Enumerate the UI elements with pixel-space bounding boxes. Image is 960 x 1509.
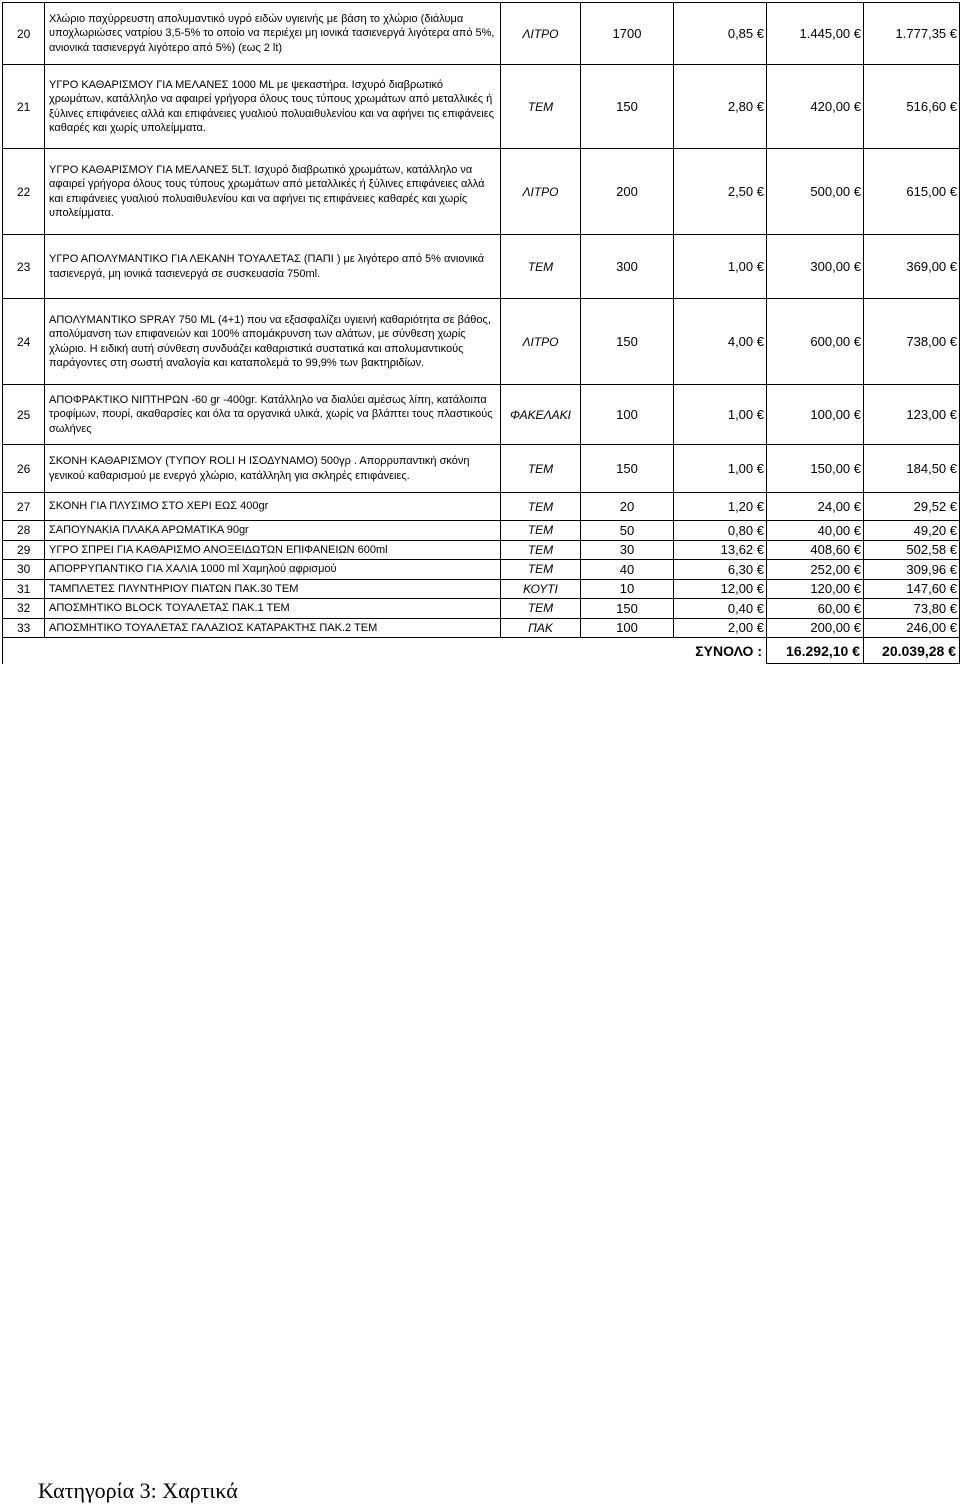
item-number: 31 <box>3 579 45 599</box>
item-number: 23 <box>3 235 45 299</box>
table-row <box>3 445 960 493</box>
item-unit: ΤΕΜ <box>501 445 581 493</box>
item-unit-price: 0,85 € <box>674 3 767 65</box>
item-unit-price: 1,00 € <box>674 235 767 299</box>
item-unit-price: 0,80 € <box>674 521 767 541</box>
item-total-with-vat: 309,96 € <box>864 560 960 580</box>
item-unit: ΛΙΤΡΟ <box>501 299 581 385</box>
item-number: 26 <box>3 445 45 493</box>
item-description: ΤΑΜΠΛΕΤΕΣ ΠΛΥΝΤΗΡΙΟΥ ΠΙΑΤΩΝ ΠΑΚ.30 ΤΕΜ <box>45 579 501 599</box>
item-number: 20 <box>3 3 45 65</box>
item-number: 28 <box>3 521 45 541</box>
table-row <box>3 521 960 541</box>
item-total-with-vat: 738,00 € <box>864 299 960 385</box>
item-description: ΑΠΟΡΡΥΠΑΝΤΙΚΟ ΓΙΑ ΧΑΛΙΑ 1000 ml Χαμηλού αφρισμού <box>45 560 501 580</box>
item-description: ΑΠΟΣΜΗΤΙΚΟ ΤΟΥΑΛΕΤΑΣ ΓΑΛΑΖΙΟΣ ΚΑΤΑΡΑΚΤΗΣ ΠΑΚ.2 ΤΕΜ <box>45 618 501 638</box>
item-description: ΥΓΡΟ ΣΠΡΕΙ ΓΙΑ ΚΑΘΑΡΙΣΜΟ ΑΝΟΞΕΙΔΩΤΩΝ ΕΠΙΦΑΝΕΙΩΝ 600ml <box>45 540 501 560</box>
item-quantity: 100 <box>581 385 674 445</box>
item-unit-price: 2,50 € <box>674 149 767 235</box>
item-number: 21 <box>3 65 45 149</box>
item-total: 300,00 € <box>767 235 864 299</box>
item-unit: ΤΕΜ <box>501 235 581 299</box>
item-unit-price: 2,00 € <box>674 618 767 638</box>
item-unit: ΛΙΤΡΟ <box>501 149 581 235</box>
item-description: ΣΑΠΟΥΝΑΚΙΑ ΠΛΑΚΑ ΑΡΩΜΑΤΙΚΑ 90gr <box>45 521 501 541</box>
item-unit-price: 1,00 € <box>674 445 767 493</box>
item-total: 200,00 € <box>767 618 864 638</box>
item-total: 24,00 € <box>767 493 864 521</box>
item-number: 22 <box>3 149 45 235</box>
table-row <box>3 385 960 445</box>
item-quantity: 40 <box>581 560 674 580</box>
item-unit: ΠΑΚ <box>501 618 581 638</box>
grand-total: 16.292,10 € <box>767 638 864 664</box>
totals-spacer <box>3 638 674 664</box>
item-total: 252,00 € <box>767 560 864 580</box>
item-quantity: 150 <box>581 445 674 493</box>
item-total-with-vat: 29,52 € <box>864 493 960 521</box>
totals-label: ΣΥΝΟΛΟ : <box>695 642 762 659</box>
item-unit-price: 0,40 € <box>674 599 767 619</box>
item-total-with-vat: 516,60 € <box>864 65 960 149</box>
item-total-with-vat: 502,58 € <box>864 540 960 560</box>
item-total: 40,00 € <box>767 521 864 541</box>
item-number: 25 <box>3 385 45 445</box>
grand-total-with-vat: 20.039,28 € <box>864 638 960 664</box>
item-description: ΑΠΟΣΜΗΤΙΚΟ BLOCK ΤΟΥΑΛΕΤΑΣ ΠΑΚ.1 ΤΕΜ <box>45 599 501 619</box>
table-body <box>3 3 960 664</box>
table-row <box>3 65 960 149</box>
item-quantity: 150 <box>581 65 674 149</box>
item-description: ΥΓΡΟ ΚΑΘΑΡΙΣΜΟΥ ΓΙΑ ΜΕΛΑΝΕΣ 5LT. Ισχυρό διαβρωτικό χρωμάτων, κατάλληλο να αφαιρεί γρήγορα όλους τους τύπους χρωμάτων από μεταλλικές ή ξύλινες επιφάνειες αλλά και επιφάνειες γυαλιού πολυαιθυλενίου και να αφήνει τις επιφάνειες καθαρές και χωρίς υπολείμματα. <box>45 149 501 235</box>
item-total-with-vat: 123,00 € <box>864 385 960 445</box>
item-unit: ΤΕΜ <box>501 521 581 541</box>
item-total-with-vat: 49,20 € <box>864 521 960 541</box>
item-total: 150,00 € <box>767 445 864 493</box>
item-description: ΥΓΡΟ ΚΑΘΑΡΙΣΜΟΥ ΓΙΑ ΜΕΛΑΝΕΣ 1000 ML με ψεκαστήρα. Ισχυρό διαβρωτικό χρωμάτων, κατάλληλο να αφαιρεί γρήγορα όλους τους τύπους χρωμάτων από μεταλλικές ή ξύλινες επιφάνειες αλλά και επιφάνειες γυαλιού πολυαιθυλενίου και να αφήνει τις επιφάνειες καθαρές και χωρίς υπολείμματα. <box>45 65 501 149</box>
item-total: 60,00 € <box>767 599 864 619</box>
item-total: 100,00 € <box>767 385 864 445</box>
item-quantity: 10 <box>581 579 674 599</box>
item-description: Χλώριο παχύρρευστη απολυμαντικό υγρό ειδών υγιεινής με βάση το χλώριο (διάλυμα υποχλωριώσες νατρίου 3,5-5% το οποίο να περιέχει μη ιονικά τασιενεργά λιγότερα από 5%, ανιονικά τασιενεργά λιγότερο από 5%) (εως 2 lt) <box>45 3 501 65</box>
item-number: 33 <box>3 618 45 638</box>
item-number: 27 <box>3 493 45 521</box>
item-total-with-vat: 73,80 € <box>864 599 960 619</box>
item-total: 1.445,00 € <box>767 3 864 65</box>
table-row <box>3 299 960 385</box>
item-description: ΣΚΟΝΗ ΓΙΑ ΠΛΥΣΙΜΟ ΣΤΟ ΧΕΡΙ ΕΩΣ 400gr <box>45 493 501 521</box>
table-row <box>3 560 960 580</box>
item-total: 420,00 € <box>767 65 864 149</box>
item-number: 32 <box>3 599 45 619</box>
item-quantity: 150 <box>581 599 674 619</box>
item-number: 30 <box>3 560 45 580</box>
item-total-with-vat: 246,00 € <box>864 618 960 638</box>
item-unit-price: 12,00 € <box>674 579 767 599</box>
table-row <box>3 149 960 235</box>
item-unit: ΛΙΤΡΟ <box>501 3 581 65</box>
item-quantity: 200 <box>581 149 674 235</box>
item-description: ΣΚΟΝΗ ΚΑΘΑΡΙΣΜΟΥ (ΤΥΠΟΥ ROLI Η ΙΣΟΔΥΝΑΜΟ) 500γρ . Απορρυπαντική σκόνη γενικού καθαρισμού με ενεργό χλώριο, κατάλληλη για σκληρές επιφάνειες. <box>45 445 501 493</box>
item-description: ΥΓΡΟ ΑΠΟΛΥΜΑΝΤΙΚΟ ΓΙΑ ΛΕΚΑΝΗ ΤΟΥΑΛΕΤΑΣ (ΠΑΠΙ ) με λιγότερο από 5% ανιονικά τασιενεργά, μη ιονικά τασιενεργά σε συσκευασία 750ml. <box>45 235 501 299</box>
item-unit: ΦΑΚΕΛΑΚΙ <box>501 385 581 445</box>
item-unit: ΚΟΥΤΙ <box>501 579 581 599</box>
price-table <box>2 2 960 664</box>
item-unit-price: 4,00 € <box>674 299 767 385</box>
table-row <box>3 3 960 65</box>
item-unit-price: 13,62 € <box>674 540 767 560</box>
item-total: 500,00 € <box>767 149 864 235</box>
item-unit-price: 1,20 € <box>674 493 767 521</box>
item-total-with-vat: 147,60 € <box>864 579 960 599</box>
item-unit: ΤΕΜ <box>501 493 581 521</box>
item-total-with-vat: 184,50 € <box>864 445 960 493</box>
table-row <box>3 618 960 638</box>
table-row <box>3 540 960 560</box>
item-quantity: 300 <box>581 235 674 299</box>
totals-row <box>3 638 960 664</box>
item-quantity: 100 <box>581 618 674 638</box>
item-number: 24 <box>3 299 45 385</box>
table-row <box>3 579 960 599</box>
item-quantity: 30 <box>581 540 674 560</box>
table-row <box>3 493 960 521</box>
item-unit: ΤΕΜ <box>501 65 581 149</box>
item-description: ΑΠΟΦΡΑΚΤΙΚΟ ΝΙΠΤΗΡΩΝ -60 gr -400gr. Κατάλληλο να διαλύει αμέσως λίπη, κατάλοιπα τροφίμων, πουρί, ακαθαρσίες και όλα τα οργανικά υλικά, χωρίς να βλάπτει τους πλαστικούς σωλήνες <box>45 385 501 445</box>
table-row <box>3 235 960 299</box>
item-number: 29 <box>3 540 45 560</box>
item-total: 600,00 € <box>767 299 864 385</box>
item-total: 408,60 € <box>767 540 864 560</box>
item-total-with-vat: 615,00 € <box>864 149 960 235</box>
item-unit: ΤΕΜ <box>501 540 581 560</box>
item-unit: ΤΕΜ <box>501 560 581 580</box>
item-unit-price: 2,80 € <box>674 65 767 149</box>
item-unit: ΤΕΜ <box>501 599 581 619</box>
item-quantity: 1700 <box>581 3 674 65</box>
item-total-with-vat: 369,00 € <box>864 235 960 299</box>
item-quantity: 50 <box>581 521 674 541</box>
item-unit-price: 1,00 € <box>674 385 767 445</box>
item-total: 120,00 € <box>767 579 864 599</box>
item-description: ΑΠΟΛΥΜΑΝΤΙΚΟ SPRAY 750 ML (4+1) που να εξασφαλίζει υγιεινή καθαριότητα σε βάθος, απολύμανση των επιφανειών και 100% απομάκρυνση των αλάτων, με σύνθεση χωρίς χλώριο. Η ειδική αυτή σύνθεση συνδυάζει καθαριστικά συστατικά και απολυμαντικούς παράγοντες στη σωστή αναλογία και καταπολεμά το 99,9% των βακτηριδίων. <box>45 299 501 385</box>
item-quantity: 20 <box>581 493 674 521</box>
table-row <box>3 599 960 619</box>
item-quantity: 150 <box>581 299 674 385</box>
item-total-with-vat: 1.777,35 € <box>864 3 960 65</box>
category-heading: Κατηγορία 3: Χαρτικά <box>38 1478 238 1503</box>
item-unit-price: 6,30 € <box>674 560 767 580</box>
